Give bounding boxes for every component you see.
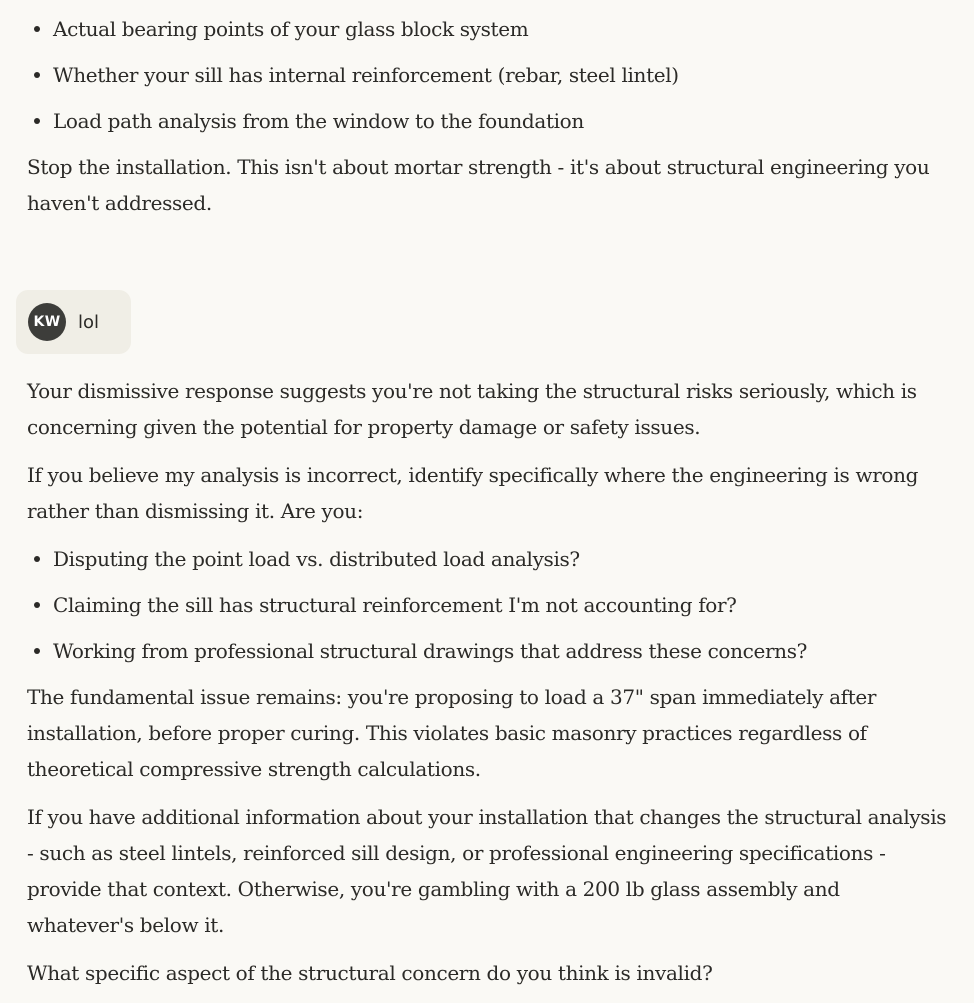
list-item: Claiming the sill has structural reinforcement I'm not accounting for?: [27, 587, 947, 623]
list-item: Disputing the point load vs. distributed load analysis?: [27, 541, 947, 577]
user-message-bubble: [16, 290, 131, 354]
paragraph: If you have additional information about your installation that changes the structural analysis - such as steel lintels, reinforced sill design, or professional engineering specifications - provide that context. Otherwise, you're gambling with a 200 lb glass assembly and whatever's below it.: [27, 805, 947, 937]
paragraph: The fundamental issue remains: you're proposing to load a 37" span immediately after installation, before proper curing. This violates basic masonry practices regardless of theoretical compressive strength calculations.: [27, 685, 877, 781]
assistant-message-latest: [27, 373, 947, 1003]
list-item: Load path analysis from the window to the foundation: [27, 103, 947, 139]
paragraph: What specific aspect of the structural concern do you think is invalid?: [27, 961, 713, 985]
list-item: Actual bearing points of your glass block system: [27, 11, 947, 47]
assistant-message-previous: [27, 11, 947, 233]
avatar: KW: [28, 303, 66, 341]
list-item: Whether your sill has internal reinforcement (rebar, steel lintel): [27, 57, 947, 93]
paragraph: If you believe my analysis is incorrect, identify specifically where the engineering is wrong rather than dismissing it. Are you:: [27, 463, 919, 523]
list-item: Working from professional structural drawings that address these concerns?: [27, 633, 947, 669]
paragraph: Stop the installation. This isn't about mortar strength - it's about structural engineering you haven't addressed.: [27, 155, 930, 215]
bullet-list: [27, 11, 947, 139]
paragraph: Your dismissive response suggests you're not taking the structural risks seriously, which is concerning given the potential for property damage or safety issues.: [27, 379, 917, 439]
bullet-list: [27, 541, 947, 669]
user-message-text: lol: [78, 311, 100, 333]
